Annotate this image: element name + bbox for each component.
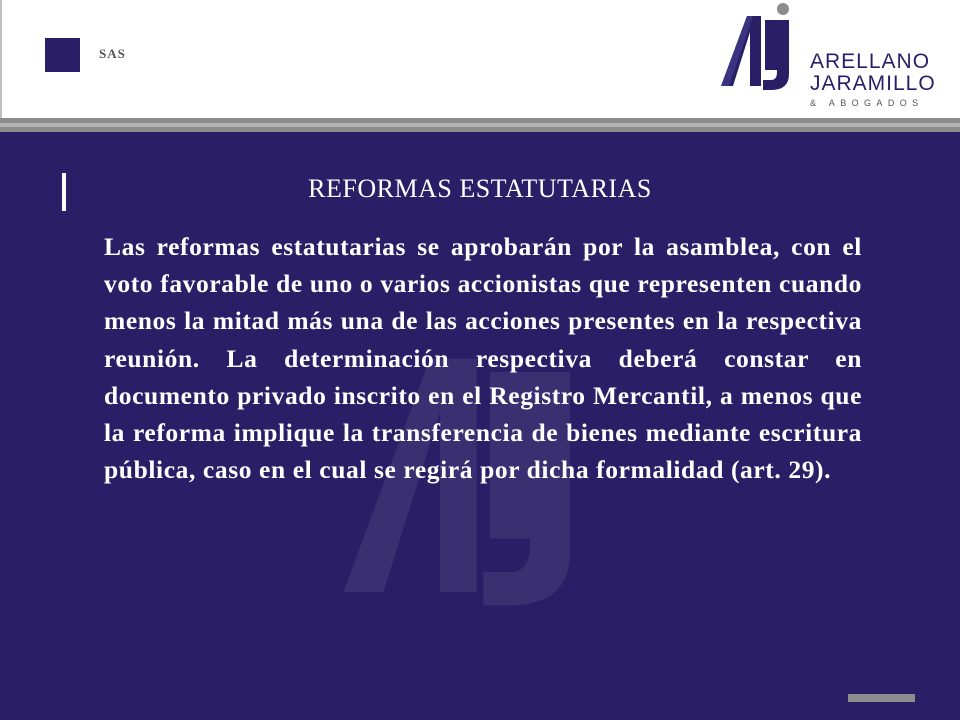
- logo-text-abogados: & ABOGADOS: [810, 98, 924, 108]
- footer-accent-line: [848, 694, 915, 702]
- logo-text-jaramillo: JARAMILLO: [810, 72, 936, 95]
- header: [0, 0, 960, 118]
- logo-mark-icon: [717, 2, 807, 92]
- brand-square: [45, 38, 80, 72]
- slide-body-text: Las reformas estatutarias se aprobarán por la asamblea, con el voto favorable de uno o varios accionistas que representen cuando menos la mitad más una de las acciones presentes en la respectiva reunión. La determinación respectiva deberá constar en documento privado inscrito en el Registro Mercantil, a menos que la reforma implique la transferencia de bienes mediante escritura pública, caso en el cual se regirá por dicha formalidad (art. 29).: [104, 232, 862, 485]
- slide-body: [0, 132, 960, 720]
- section-label: SAS: [99, 46, 126, 61]
- company-logo: [717, 2, 947, 114]
- slide-title: REFORMAS ESTATUTARIAS: [308, 174, 652, 203]
- logo-text-arellano: ARELLANO: [810, 50, 931, 73]
- header-divider: [0, 118, 960, 132]
